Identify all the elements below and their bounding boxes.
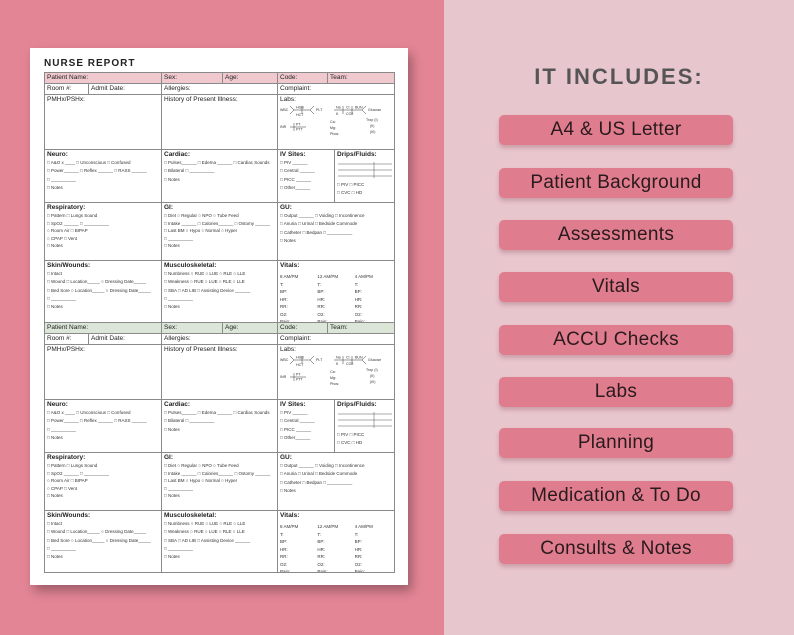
lab-phos: Phos: xyxy=(330,132,340,136)
item-list xyxy=(47,462,160,500)
form-item: □ Notes xyxy=(164,554,180,560)
lab-hgb: HGB xyxy=(296,105,304,110)
item-list xyxy=(355,273,392,322)
skin-label: Skin/Wounds: xyxy=(47,512,91,519)
lab-wbc: WBC xyxy=(280,108,289,112)
lab-glucose: Glucose xyxy=(368,108,382,112)
labs-label: Labs: xyxy=(280,96,296,103)
lab-k: K xyxy=(336,112,339,116)
form-item: □ Pattern □ Lungs Sound xyxy=(47,463,98,468)
form-item: □ PIV ______ xyxy=(280,160,308,165)
includes-item: Medication & To Do xyxy=(499,481,733,511)
patient-name-label: Patient Name: xyxy=(47,74,89,81)
respiratory-label: Respiratory: xyxy=(47,454,86,461)
form-item: 8 AM/PM xyxy=(280,524,299,529)
form-item: □ __________ xyxy=(164,295,193,301)
item-list xyxy=(317,523,354,572)
lab-fishbone-diagram xyxy=(280,105,392,139)
item-list xyxy=(47,409,160,442)
labs-label: Labs: xyxy=(280,346,296,353)
drips-label: Drips/Fluids: xyxy=(337,151,377,158)
item-list xyxy=(164,520,276,561)
item-list xyxy=(280,212,393,245)
form-item: T: xyxy=(354,531,359,537)
form-item: □ A&O x ____ □ Unconscious □ Confused xyxy=(47,160,131,165)
lab-plt: PLT xyxy=(316,108,323,112)
item-list xyxy=(164,462,276,500)
lab-trop3: (III) xyxy=(370,380,376,384)
form-item: □ __________ xyxy=(164,485,193,491)
form-item: □ PICC ______ xyxy=(280,176,311,182)
form-item: □ PIV ______ xyxy=(280,410,308,415)
msk-label: Musculoskeletal: xyxy=(164,262,217,269)
form-item: □ Intact xyxy=(47,521,62,526)
form-item: □ Last BM ○ Hypo ○ Normal ○ Hyper xyxy=(164,478,238,483)
form-item: HR: xyxy=(354,296,363,302)
lab-inr: INR xyxy=(280,125,287,129)
form-item: HR: xyxy=(354,546,363,552)
msk-label: Musculoskeletal: xyxy=(164,512,217,519)
form-item: O2: xyxy=(280,561,288,567)
form-item: HR: xyxy=(317,296,326,302)
form-item: T: xyxy=(280,531,284,537)
form-item: □ PICC ______ xyxy=(280,426,311,432)
report-title: NURSE REPORT xyxy=(44,58,136,69)
form-item: □ Other______ xyxy=(280,434,311,440)
form-item: T: xyxy=(280,281,284,287)
form-item: RR: xyxy=(280,304,288,309)
form-item: BP: xyxy=(280,289,288,294)
form-item: □ Last BM ○ Hypo ○ Normal ○ Hyper xyxy=(164,228,238,233)
form-item: □ CVC □ HD xyxy=(337,440,363,446)
form-item: □ PIV □ PICC xyxy=(337,432,365,437)
code-label: Code: xyxy=(280,324,298,331)
lab-ca: Ca: xyxy=(330,120,336,124)
item-list xyxy=(280,523,317,572)
form-item: □ SpO2 ______ □ __________ xyxy=(47,220,109,226)
admit-date-label: Admit Date: xyxy=(91,85,125,92)
vitals-grid xyxy=(280,273,392,322)
skin-label: Skin/Wounds: xyxy=(47,262,91,269)
patient-header-row xyxy=(45,73,394,84)
form-item: □ Intact xyxy=(47,271,62,276)
form-item: □ Notes xyxy=(47,304,63,310)
neuro-label: Neuro: xyxy=(47,401,68,408)
lab-inr: INR xyxy=(280,375,287,379)
form-item: □ A&O x ____ □ Unconscious □ Confused xyxy=(47,410,131,415)
form-item: T: xyxy=(317,531,321,537)
lab-na: Na xyxy=(336,105,341,110)
patient-name-label: Patient Name: xyxy=(47,324,89,331)
form-item: □ Catheter □ Bedpan □ __________ xyxy=(280,229,353,235)
form-item: O2: xyxy=(354,561,362,567)
gu-label: GU: xyxy=(280,204,292,211)
item-list xyxy=(337,181,393,198)
form-item: BP: xyxy=(317,289,325,294)
hpi-label: History of Present Illness: xyxy=(164,96,238,103)
form-item: RR: xyxy=(354,554,363,559)
form-item: □ SpO2 ______ □ __________ xyxy=(47,470,109,476)
age-label: Age: xyxy=(225,74,239,81)
form-item: □ Catheter □ Bedpan □ __________ xyxy=(280,479,353,485)
team-label: Team: xyxy=(330,324,348,331)
form-item: □ Bilateral □ __________ xyxy=(164,418,215,424)
lab-pt: PT xyxy=(296,122,301,127)
lab-co2: CO2 xyxy=(346,112,354,116)
form-item: HR: xyxy=(280,296,288,302)
form-item: □ Pattern □ Lungs Sound xyxy=(47,213,98,218)
form-item: □ Notes xyxy=(164,304,180,310)
pmhx-label: PMHx/PSHx: xyxy=(47,346,85,353)
form-item: □ Notes xyxy=(47,554,63,560)
respiratory-label: Respiratory: xyxy=(47,204,86,211)
includes-heading: IT INCLUDES: xyxy=(534,64,704,89)
includes-item: Labs xyxy=(499,377,733,407)
item-list xyxy=(280,159,333,192)
form-item: □ Notes xyxy=(164,243,180,248)
form-item: □ Weakness ○ RUE ○ LUE ○ RLE ○ LLE xyxy=(164,529,245,535)
form-item: □ Notes xyxy=(47,434,63,440)
item-list xyxy=(164,212,276,250)
gi-label: GI: xyxy=(164,204,174,211)
form-item: □ Wound □ Location_____ ○ Dressing Date_____ xyxy=(47,529,147,535)
sex-label: Sex: xyxy=(164,74,178,81)
lab-trop3: (III) xyxy=(370,130,376,134)
lab-wbc: WBC xyxy=(280,358,289,362)
iv-sites-label: IV Sites: xyxy=(280,401,306,408)
lab-glucose: Glucose xyxy=(368,358,382,362)
form-item: □ Bed Sore ○ Location_____ ○ Dressing Date_____ xyxy=(47,287,151,293)
includes-item: Consults & Notes xyxy=(499,534,733,564)
form-item: 4 AM/PM xyxy=(354,274,373,279)
form-item: □ Notes xyxy=(47,493,63,498)
form-item: 4 AM/PM xyxy=(354,524,373,529)
lab-hct: HCT xyxy=(296,113,304,117)
lab-fishbone-diagram xyxy=(280,355,392,389)
item-list xyxy=(317,273,354,322)
item-list xyxy=(164,409,276,434)
drip-lines xyxy=(338,411,392,429)
lab-na: Na xyxy=(336,355,341,360)
hpi-label: History of Present Illness: xyxy=(164,346,238,353)
form-item: □ Bed Sore ○ Location_____ ○ Dressing Date_____ xyxy=(47,537,151,543)
item-list xyxy=(47,159,160,192)
form-item: □ __________ xyxy=(47,176,76,182)
item-list xyxy=(47,212,160,250)
allergies-label: Allergies: xyxy=(164,85,191,92)
includes-item: Patient Background xyxy=(499,168,733,198)
form-item: BP: xyxy=(317,539,325,544)
form-item: □ Notes xyxy=(47,243,63,248)
form-item: □ CVC □ HD xyxy=(337,190,363,196)
form-item: HR: xyxy=(280,546,288,552)
lab-trop2: (II) xyxy=(370,374,375,378)
drip-lines xyxy=(338,161,392,179)
lab-ptt: PTT xyxy=(296,377,303,382)
lab-trop1: Trop (I) xyxy=(366,368,378,372)
form-item: BP: xyxy=(280,539,288,544)
form-item: □ Output ______ □ Voiding □ Incontinence xyxy=(280,213,365,218)
form-item: O2: xyxy=(317,311,325,317)
form-item: □ SBA □ AD LIB □ Assisting Device ______ xyxy=(164,287,251,293)
form-item: □ Notes xyxy=(164,493,180,498)
form-item: O2: xyxy=(317,561,325,567)
patient-section-1 xyxy=(44,72,395,323)
form-item: O2: xyxy=(280,311,288,317)
form-item: □ PIV □ PICC xyxy=(337,182,365,187)
lab-trop1: Trop (I) xyxy=(366,118,378,122)
form-item: RR: xyxy=(317,554,326,559)
form-item: Pain: xyxy=(354,319,365,322)
form-item: 12 AM/PM xyxy=(317,524,339,529)
lab-plt: PLT xyxy=(316,358,323,362)
form-item: □ Numbness ○ RUE ○ LUE ○ RLE ○ LLE xyxy=(164,271,246,276)
vitals-grid xyxy=(280,523,392,572)
room-label: Room #: xyxy=(47,335,72,342)
form-item: BP: xyxy=(354,539,362,544)
form-item: 8 AM/PM xyxy=(280,274,299,279)
form-item: RR: xyxy=(354,304,363,309)
form-item: □ Power______ □ Reflex ______ □ RASS ______ xyxy=(47,418,147,424)
item-list xyxy=(164,159,276,184)
form-item: □ Notes xyxy=(164,426,180,432)
form-item: □ SBA □ AD LIB □ Assisting Device ______ xyxy=(164,537,251,543)
lab-pt: PT xyxy=(296,372,301,377)
form-item: RR: xyxy=(317,304,326,309)
lab-bun: BUN xyxy=(355,355,363,360)
age-label: Age: xyxy=(225,324,239,331)
form-item: □ Central ______ xyxy=(280,418,315,424)
neuro-label: Neuro: xyxy=(47,151,68,158)
complaint-label: Complaint: xyxy=(280,335,312,342)
form-item: BP: xyxy=(354,289,362,294)
lab-cl: Cl xyxy=(346,355,350,360)
sex-label: Sex: xyxy=(164,324,178,331)
includes-item: ACCU Checks xyxy=(499,325,733,355)
lab-trop2: (II) xyxy=(370,124,375,128)
lab-bun: BUN xyxy=(355,105,363,110)
cardiac-label: Cardiac: xyxy=(164,151,191,158)
pmhx-label: PMHx/PSHx: xyxy=(47,96,85,103)
lab-phos: Phos: xyxy=(330,382,340,386)
form-item: 12 AM/PM xyxy=(317,274,339,279)
item-list xyxy=(280,462,393,495)
form-item: □ Other______ xyxy=(280,184,311,190)
form-item: □ Intake ______ □ Calories______ □ Ostomy ______ xyxy=(164,220,271,226)
nurse-report-sheet xyxy=(30,48,408,585)
form-item: □ Anuria □ Urinal □ Bedside Commode xyxy=(280,221,358,227)
form-item: □ Anuria □ Urinal □ Bedside Commode xyxy=(280,471,358,477)
form-item: □ Numbness ○ RUE ○ LUE ○ RLE ○ LLE xyxy=(164,521,246,526)
lab-mg: Mg: xyxy=(330,376,336,380)
item-list xyxy=(164,270,276,311)
form-item: □ __________ xyxy=(47,295,76,301)
form-item: □ __________ xyxy=(164,235,193,241)
form-item: O2: xyxy=(354,311,362,317)
form-item: □ Power______ □ Reflex ______ □ RASS ______ xyxy=(47,168,147,174)
form-item: □ Central ______ xyxy=(280,168,315,174)
form-item: □ Pulses______ □ Edema ______ □ Cardiac Sounds xyxy=(164,160,270,165)
lab-k: K xyxy=(336,362,339,366)
form-item: T: xyxy=(317,281,321,287)
form-item: Pain: xyxy=(280,569,291,572)
code-label: Code: xyxy=(280,74,298,81)
room-label: Room #: xyxy=(47,85,72,92)
lab-cl: Cl xyxy=(346,105,350,110)
cardiac-label: Cardiac: xyxy=(164,401,191,408)
item-list xyxy=(337,431,393,448)
allergies-label: Allergies: xyxy=(164,335,191,342)
form-item: □ __________ xyxy=(47,426,76,432)
complaint-label: Complaint: xyxy=(280,85,312,92)
lab-hct: HCT xyxy=(296,363,304,367)
form-item: □ Intake ______ □ Calories______ □ Ostomy ______ xyxy=(164,470,271,476)
form-item: □ Diet ○ Regular ○ NPO ○ Tube Feed xyxy=(164,463,239,468)
form-item: □ Wound □ Location_____ ○ Dressing Date_____ xyxy=(47,279,147,285)
vitals-label: Vitals: xyxy=(280,262,300,269)
gi-label: GI: xyxy=(164,454,174,461)
item-list xyxy=(355,523,392,572)
includes-item: Planning xyxy=(499,428,733,458)
form-item: □ __________ xyxy=(164,545,193,551)
form-item: □ Notes xyxy=(280,237,296,243)
form-item: Pain: xyxy=(317,319,328,322)
iv-sites-label: IV Sites: xyxy=(280,151,306,158)
form-item: ○ Room Air □ BIPAP xyxy=(47,228,88,233)
admit-date-label: Admit Date: xyxy=(91,335,125,342)
form-item: □ Pulses______ □ Edema ______ □ Cardiac Sounds xyxy=(164,410,270,415)
item-list xyxy=(47,270,160,311)
team-label: Team: xyxy=(330,74,348,81)
patient-section-2 xyxy=(44,322,395,573)
form-item: T: xyxy=(354,281,359,287)
form-item: □ Notes xyxy=(47,184,63,190)
includes-item: Assessments xyxy=(499,220,733,250)
lab-hgb: HGB xyxy=(296,355,304,360)
item-list xyxy=(280,409,333,442)
item-list xyxy=(47,520,160,561)
lab-ptt: PTT xyxy=(296,127,303,132)
form-item: ○ CPAP □ Vent xyxy=(47,235,78,241)
form-item: □ Diet ○ Regular ○ NPO ○ Tube Feed xyxy=(164,213,239,218)
includes-item: Vitals xyxy=(499,272,733,302)
form-item: □ Bilateral □ __________ xyxy=(164,168,215,174)
form-item: □ Output ______ □ Voiding □ Incontinence xyxy=(280,463,365,468)
patient-header-row xyxy=(45,323,394,334)
form-item: Pain: xyxy=(354,569,365,572)
form-item: □ __________ xyxy=(47,545,76,551)
form-item: ○ Room Air □ BIPAP xyxy=(47,478,88,483)
lab-co2: CO2 xyxy=(346,362,354,366)
form-item: □ Weakness ○ RUE ○ LUE ○ RLE ○ LLE xyxy=(164,279,245,285)
form-item: □ Notes xyxy=(164,176,180,182)
lab-ca: Ca: xyxy=(330,370,336,374)
form-item: Pain: xyxy=(317,569,328,572)
lab-mg: Mg: xyxy=(330,126,336,130)
form-item: Pain: xyxy=(280,319,291,322)
form-item: RR: xyxy=(280,554,288,559)
item-list xyxy=(280,273,317,322)
form-item: HR: xyxy=(317,546,326,552)
includes-item: A4 & US Letter xyxy=(499,115,733,145)
form-item: ○ CPAP □ Vent xyxy=(47,485,78,491)
vitals-label: Vitals: xyxy=(280,512,300,519)
form-item: □ Notes xyxy=(280,487,296,493)
gu-label: GU: xyxy=(280,454,292,461)
drips-label: Drips/Fluids: xyxy=(337,401,377,408)
